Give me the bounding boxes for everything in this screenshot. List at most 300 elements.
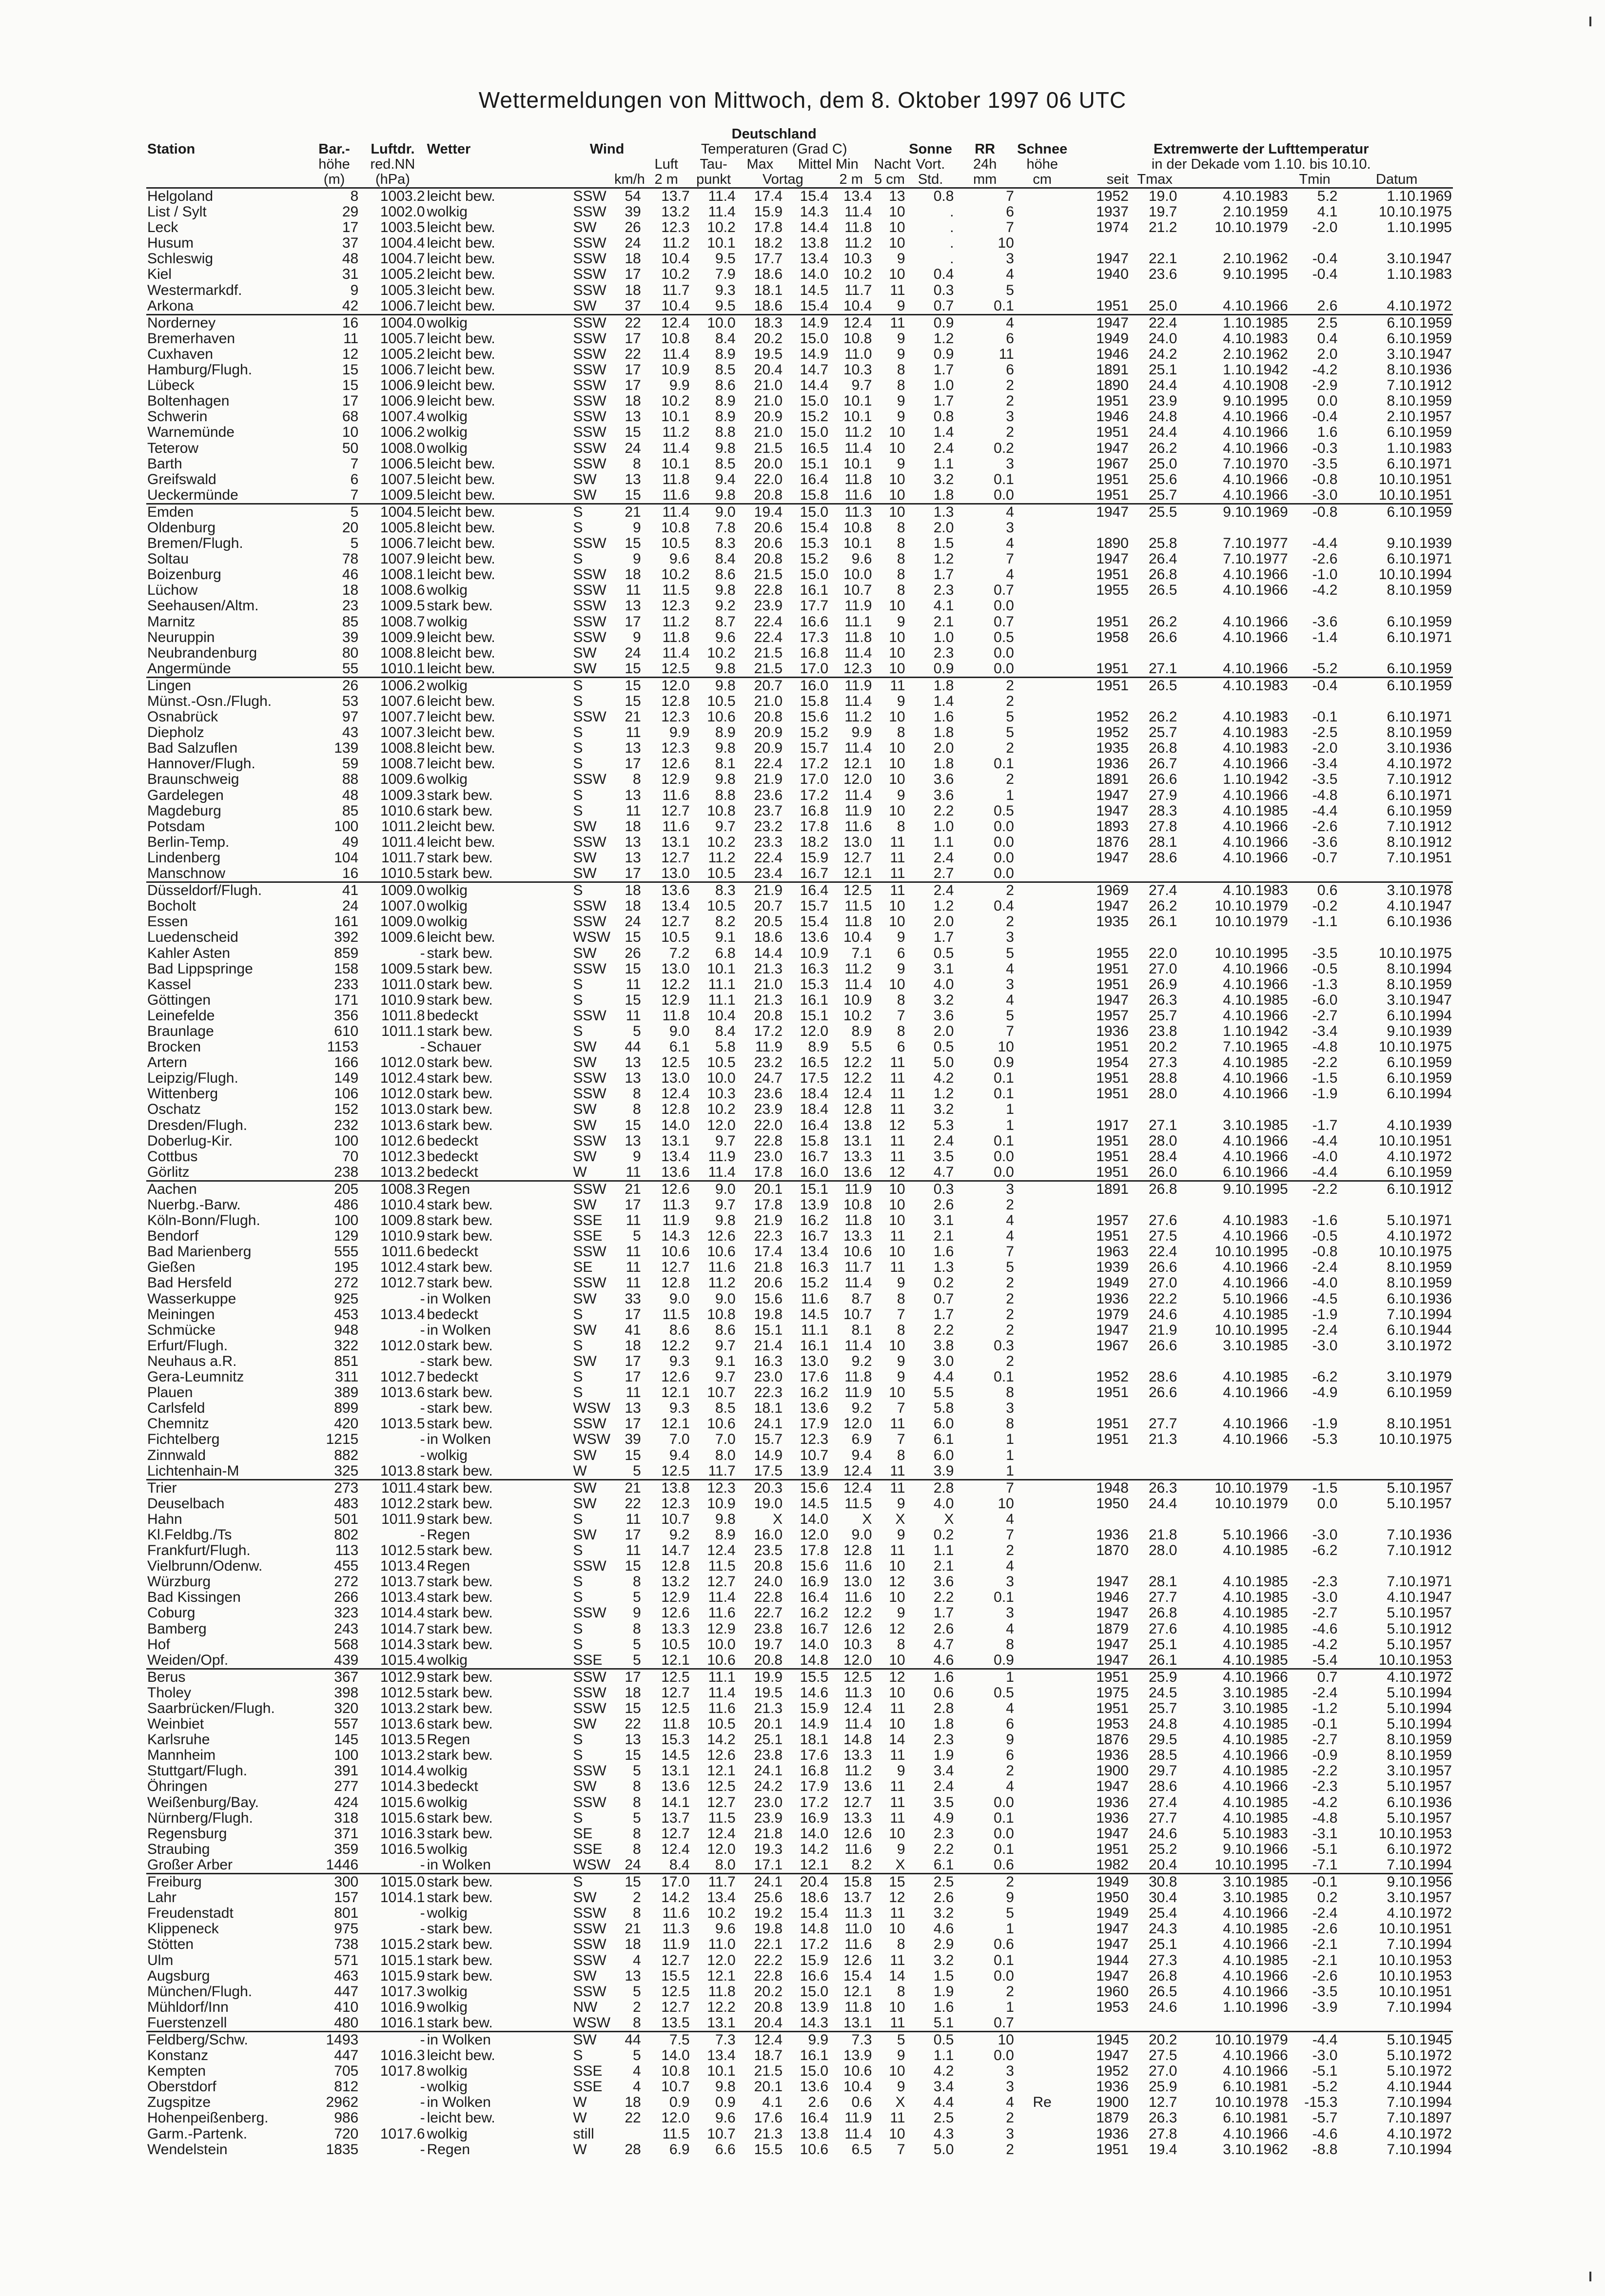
cell-tmax: 25.7	[1148, 724, 1177, 741]
cell-pressure: 1012.2	[380, 1495, 425, 1512]
cell-station: Nürnberg/Flugh.	[147, 1810, 253, 1826]
cell-tmax: 27.1	[1148, 660, 1177, 677]
cell-bar-height: 882	[334, 1447, 359, 1463]
cell-sunshine: 4.2	[933, 2063, 954, 2080]
cell-bar-height: 232	[334, 1117, 359, 1133]
header-datum: Datum	[1340, 172, 1453, 188]
cell-station: Emden	[146, 504, 309, 520]
cell-tmax: 27.7	[1148, 1810, 1177, 1826]
cell-wind-speed: 5	[633, 1652, 641, 1668]
cell-air-temp: 15.3	[661, 1732, 690, 1748]
cell-tmin: -8.8	[1312, 2141, 1338, 2158]
cell-wind-direction: S	[573, 1810, 583, 1826]
cell-dew-point: 10.2	[707, 219, 736, 236]
cell-pressure: 1013.2	[380, 1747, 425, 1764]
cell-tmin	[1289, 1354, 1341, 1369]
cell-wind-speed: 8	[633, 1905, 641, 1922]
cell-station: Coburg	[147, 1605, 196, 1621]
cell-tmin: -0.8	[1312, 1244, 1338, 1260]
cell-dew-point: 12.6	[707, 1228, 736, 1245]
cell-dew-point: 9.8	[691, 677, 737, 694]
cell-max-temp: 20.7	[737, 677, 783, 694]
cell-wind-speed: 15	[625, 929, 641, 946]
cell-tmin: 0.7	[1289, 1669, 1341, 1685]
cell-bar-height: 161	[334, 914, 359, 930]
cell-max-temp: 22.8	[754, 1132, 783, 1149]
table-row	[146, 1763, 1453, 1779]
cell-max-temp: 18.1	[754, 1400, 783, 1417]
cell-weather: bedeckt	[427, 1132, 478, 1149]
cell-dew-point: 8.0	[715, 1856, 736, 1873]
cell-since: 1951	[1096, 1431, 1129, 1448]
cell-air-temp: 14.2	[661, 1889, 690, 1906]
cell-tmax-date: 4.10.1985	[1223, 1794, 1288, 1810]
cell-mean-temp: 14.5	[800, 282, 829, 298]
cell-weather: stark bew.	[427, 1228, 493, 1245]
cell-tmin-date: 6.10.1971	[1387, 455, 1452, 472]
cell-air-temp: 14.0	[661, 2047, 690, 2064]
cell-night-5cm: 8	[897, 1322, 905, 1338]
cell-sunshine: 4.0	[933, 976, 954, 992]
table-row	[146, 1953, 1453, 1968]
cell-weather: wolkig	[427, 582, 468, 599]
cell-min-temp: 12.1	[843, 865, 872, 882]
cell-pressure: 1009.5	[380, 486, 425, 503]
cell-mean-temp: 17.9	[800, 1416, 829, 1432]
cell-sunshine: 3.5	[933, 1794, 954, 1810]
cell-tmin: -1.5	[1312, 1070, 1338, 1087]
cell-weather: wolkig	[427, 1652, 468, 1668]
cell-air-temp: 10.2	[661, 266, 690, 283]
cell-tmax-date: 4.10.1985	[1223, 1605, 1288, 1621]
cell-wind-direction: SSW	[573, 834, 607, 850]
cell-night-5cm: 8	[897, 1023, 905, 1039]
cell-station: Trier	[146, 1479, 309, 1496]
table-row	[146, 694, 1453, 709]
cell-air-temp: 12.8	[661, 1275, 690, 1291]
cell-max-temp: 15.7	[754, 1431, 783, 1448]
cell-tmax-date: 10.10.1979	[1214, 1495, 1288, 1512]
cell-air-temp: 11.4	[662, 346, 690, 362]
cell-night-5cm: 9	[897, 297, 905, 314]
cell-tmax-date: 4.10.1966	[1223, 2125, 1288, 2142]
cell-tmin: -4.5	[1312, 1290, 1338, 1307]
cell-bar-height: 139	[334, 740, 359, 757]
table-row	[146, 1701, 1453, 1716]
cell-sunshine: 4.6	[933, 1921, 954, 1937]
cell-tmax: 19.7	[1148, 204, 1177, 220]
cell-wind-direction: SSE	[573, 1212, 603, 1229]
table-row	[146, 378, 1453, 393]
cell-min-temp: 9.9	[851, 724, 872, 741]
cell-tmax-date	[1180, 1448, 1289, 1463]
cell-air-temp: 13.5	[661, 2014, 690, 2031]
cell-night-5cm: 12	[873, 1669, 906, 1685]
cell-snow	[1015, 520, 1070, 536]
cell-since: 1944	[1096, 1952, 1129, 1968]
cell-tmin-date: 9.10.1939	[1387, 535, 1452, 552]
cell-night-5cm: 10	[889, 1921, 905, 1937]
cell-air-temp: 12.1	[661, 1384, 690, 1401]
cell-sunshine: .	[950, 204, 954, 220]
cell-tmin: -1.3	[1312, 976, 1338, 992]
cell-tmax: 26.3	[1130, 1479, 1180, 1496]
cell-snow	[1015, 1653, 1070, 1669]
cell-wind-speed: 13	[625, 787, 641, 803]
cell-night-5cm: 10	[889, 709, 905, 725]
cell-precipitation: 4	[955, 314, 1015, 331]
cell-dew-point: 9.7	[715, 1132, 736, 1149]
cell-min-temp: 13.4	[843, 188, 872, 204]
cell-night-5cm: 10	[889, 802, 905, 819]
cell-night-5cm: 7	[897, 1007, 905, 1024]
cell-station: Bamberg	[147, 1620, 207, 1637]
cell-precipitation: 6	[1006, 330, 1014, 347]
header-dew-1: Tau-	[700, 156, 727, 172]
cell-night-5cm: 9	[897, 346, 905, 362]
cell-min-temp: 12.8	[843, 1101, 872, 1118]
cell-night-5cm: 8	[897, 1636, 905, 1653]
cell-tmax-date: 10.10.1979	[1180, 1479, 1289, 1496]
cell-snow	[1015, 1906, 1070, 1921]
cell-station: Artern	[147, 1054, 187, 1071]
cell-dew-point: 9.7	[715, 818, 736, 835]
cell-station: Aachen	[146, 1181, 309, 1197]
cell-snow	[1015, 630, 1070, 645]
cell-tmax: 25.4	[1148, 1905, 1177, 1922]
cell-wind-direction: SSW	[573, 1007, 607, 1024]
cell-station: Magdeburg	[147, 802, 221, 819]
cell-bar-height: 555	[334, 1244, 359, 1260]
cell-tmin: -2.6	[1312, 1921, 1338, 1937]
cell-station: Deuselbach	[147, 1495, 225, 1512]
cell-air-temp: 8.6	[669, 1322, 690, 1338]
cell-wind-direction: SSW	[573, 346, 607, 362]
cell-max-temp: 20.4	[754, 2014, 783, 2031]
cell-since: 1893	[1096, 818, 1129, 835]
cell-precipitation: 0.7	[994, 2014, 1014, 2031]
cell-tmin: -5.1	[1312, 2063, 1338, 2080]
cell-air-temp: 9.6	[669, 551, 690, 567]
cell-snow	[1015, 2110, 1070, 2126]
cell-weather: stark bew.	[426, 1874, 572, 1890]
cell-precipitation: 0.1	[994, 1086, 1014, 1102]
cell-sunshine: 2.1	[933, 1558, 954, 1575]
cell-snow	[1015, 1039, 1070, 1055]
cell-snow	[1015, 614, 1070, 630]
cell-wind-speed: 9	[633, 629, 641, 645]
cell-precipitation: 4	[1006, 266, 1014, 283]
cell-sunshine: 3.1	[933, 1212, 954, 1229]
cell-mean-temp: 15.4	[800, 188, 829, 204]
cell-tmin: -0.3	[1312, 440, 1338, 456]
cell-pressure: 1012.5	[380, 1542, 425, 1559]
cell-sunshine: 5.3	[933, 1117, 954, 1133]
cell-tmax: 22.4	[1130, 314, 1180, 331]
cell-since: 1952	[1096, 724, 1129, 741]
table-row	[146, 583, 1453, 598]
cell-precipitation: 3	[955, 1181, 1015, 1197]
cell-weather: wolkig	[426, 677, 572, 694]
cell-wind-speed: 33	[625, 1290, 641, 1307]
cell-night-5cm: 10	[889, 424, 905, 441]
cell-pressure: 1006.9	[380, 377, 425, 394]
cell-wind-speed: 24	[625, 644, 641, 661]
cell-precipitation: 0.0	[994, 660, 1014, 677]
cell-pressure: 1013.2	[380, 1164, 425, 1180]
cell-tmax-date: 4.10.1985	[1223, 992, 1288, 1008]
cell-mean-temp: 14.9	[783, 314, 829, 331]
cell-sunshine: 1.4	[933, 424, 954, 441]
cell-pressure: -	[420, 2110, 425, 2126]
cell-since: 1935	[1096, 740, 1129, 757]
cell-since: 1947	[1096, 1636, 1129, 1653]
cell-wind-speed: 11	[626, 1511, 641, 1527]
cell-wind-direction: SSW	[573, 188, 607, 204]
cell-station: Schwerin	[147, 409, 208, 425]
cell-pressure: 1002.0	[380, 204, 425, 220]
cell-dew-point: 8.6	[715, 377, 736, 394]
cell-min-temp: 11.1	[844, 613, 872, 630]
cell-pressure: 1006.7	[380, 362, 425, 378]
cell-wind-speed: 9	[633, 519, 641, 536]
cell-wind-speed: 13	[625, 409, 641, 425]
cell-since: 1947	[1096, 440, 1129, 456]
cell-tmin-date: 6.10.1971	[1387, 709, 1452, 725]
cell-air-temp: 7.5	[642, 2031, 691, 2048]
cell-wind-direction: SSE	[573, 1228, 603, 1245]
cell-sunshine: 0.7	[933, 1290, 954, 1307]
cell-since: 1951	[1096, 1086, 1129, 1102]
cell-weather: stark bew.	[427, 2014, 493, 2031]
cell-tmax: 24.3	[1148, 1921, 1177, 1937]
cell-since	[1070, 1558, 1130, 1574]
cell-sunshine: 3.6	[933, 787, 954, 803]
cell-sunshine: 2.4	[933, 1778, 954, 1795]
cell-tmax: 26.5	[1148, 1983, 1177, 2000]
cell-weather: stark bew.	[427, 1700, 493, 1716]
cell-since: 1947	[1096, 898, 1129, 915]
cell-air-temp: 12.3	[661, 709, 690, 725]
cell-wind-speed: 9	[633, 1605, 641, 1621]
cell-since: 1967	[1096, 1337, 1129, 1354]
table-row	[146, 1133, 1453, 1149]
cell-wind-speed: 21	[613, 504, 642, 520]
cell-pressure: 1012.5	[380, 1684, 425, 1701]
cell-tmin: -4.9	[1312, 1384, 1338, 1401]
cell-precipitation: 2	[1006, 1275, 1014, 1291]
cell-precipitation: 0.0	[994, 818, 1014, 835]
table-row	[146, 1543, 1453, 1558]
cell-snow	[1015, 740, 1070, 756]
cell-tmin: -2.4	[1312, 1259, 1338, 1276]
cell-air-temp: 13.4	[661, 898, 690, 915]
cell-min-temp: 13.3	[843, 1810, 872, 1826]
cell-wind-direction: SW	[573, 945, 597, 961]
cell-snow	[1015, 819, 1070, 835]
cell-snow	[1015, 1432, 1070, 1447]
table-row	[146, 1968, 1453, 1984]
cell-min-temp: 11.4	[844, 2125, 872, 2142]
cell-tmax: 26.6	[1148, 1337, 1177, 1354]
table-row	[146, 456, 1453, 472]
cell-air-temp: 10.8	[661, 519, 690, 536]
cell-bar-height: 899	[334, 1400, 359, 1417]
cell-wind-direction: SSW	[572, 314, 613, 331]
cell-tmax: 28.4	[1148, 1148, 1177, 1165]
cell-pressure: 1004.7	[380, 251, 425, 267]
cell-station: Freudenstadt	[147, 1905, 234, 1922]
cell-tmin: 0.2	[1317, 1889, 1338, 1906]
table-row	[146, 2095, 1453, 2110]
cell-tmax: 24.0	[1148, 330, 1177, 347]
cell-tmax: 24.8	[1148, 1716, 1177, 1732]
cell-air-temp: 12.5	[661, 1054, 690, 1071]
cell-night-5cm: 8	[897, 1983, 905, 2000]
cell-weather: stark bew.	[426, 1479, 572, 1496]
cell-pressure: 1015.6	[380, 1810, 425, 1826]
cell-pressure: 1016.3	[380, 1825, 425, 1842]
cell-min-temp: 11.4	[844, 440, 872, 456]
cell-since: 1951	[1096, 486, 1129, 503]
cell-tmax: 25.1	[1148, 1636, 1177, 1653]
cell-precipitation: 2	[1006, 693, 1014, 709]
cell-tmax-date: 10.10.1979	[1214, 914, 1288, 930]
cell-tmin: -3.1	[1312, 1825, 1338, 1842]
cell-precipitation: 2	[1006, 771, 1014, 788]
cell-bar-height: 486	[334, 1197, 359, 1213]
cell-dew-point: 8.9	[715, 1526, 736, 1543]
cell-max-temp: 23.6	[754, 1086, 783, 1102]
cell-tmin-date: 5.10.1957	[1387, 1636, 1452, 1653]
cell-bar-height: 1835	[326, 2141, 359, 2158]
cell-tmin-date: 8.10.1912	[1387, 834, 1452, 850]
cell-tmax-date	[1180, 283, 1289, 298]
table-body	[146, 188, 1453, 2158]
cell-tmin-date: 6.10.1959	[1340, 504, 1453, 520]
cell-min-temp: 11.4	[844, 976, 872, 992]
cell-weather: in Wolken	[427, 1290, 491, 1307]
cell-since: 1982	[1096, 1856, 1129, 1873]
cell-mean-temp: 15.0	[783, 504, 829, 520]
cell-wind-speed: 17	[625, 377, 641, 394]
cell-weather: stark bew.	[427, 1353, 493, 1369]
cell-snow	[1015, 2015, 1070, 2032]
cell-wind-speed: 15	[625, 1747, 641, 1764]
cell-station: Hohenpeißenberg.	[147, 2110, 269, 2126]
cell-mean-temp: 14.0	[800, 266, 829, 283]
cell-pressure: 1006.9	[380, 393, 425, 409]
cell-tmax-date: 4.10.1908	[1223, 377, 1288, 394]
cell-precipitation: 3	[1006, 519, 1014, 536]
cell-precipitation: 1	[1006, 1101, 1014, 1118]
cell-max-temp: 21.3	[754, 960, 783, 977]
cell-sunshine: 2.4	[933, 1132, 954, 1149]
cell-mean-temp: 13.6	[800, 929, 829, 946]
cell-station: Wendelstein	[147, 2141, 228, 2158]
cell-night-5cm: 9	[897, 929, 905, 946]
cell-bar-height: 50	[342, 440, 359, 456]
header-nacht: Nacht	[874, 156, 911, 172]
cell-wind-direction: SW	[573, 1148, 597, 1165]
cell-sunshine: 1.7	[933, 393, 954, 409]
table-row	[146, 1385, 1453, 1401]
cell-max-temp: 12.4	[737, 2031, 783, 2048]
cell-mean-temp: 15.1	[800, 455, 829, 472]
cell-tmax: 26.5	[1148, 582, 1177, 599]
cell-max-temp: 20.5	[754, 914, 783, 930]
cell-air-temp: 13.6	[661, 1778, 690, 1795]
cell-sunshine: 0.5	[933, 945, 954, 961]
cell-since	[1070, 2015, 1130, 2032]
cell-since: 1949	[1096, 1275, 1129, 1291]
cell-snow	[1015, 1165, 1070, 1181]
cell-weather: leicht bew.	[427, 834, 495, 850]
cell-snow	[1015, 1369, 1070, 1385]
cell-min-temp: 12.4	[843, 1086, 872, 1102]
cell-pressure: -	[420, 1447, 425, 1463]
cell-tmax-date: 4.10.1985	[1223, 1921, 1288, 1937]
cell-sunshine: 5.0	[933, 2141, 954, 2158]
cell-since: 1936	[1096, 1794, 1129, 1810]
table-row	[146, 1086, 1453, 1102]
cell-tmin-date: 4.10.1944	[1387, 2079, 1452, 2095]
cell-night-5cm: 11	[890, 1542, 905, 1559]
cell-pressure: -	[420, 2079, 425, 2095]
cell-pressure: 1013.7	[380, 1574, 425, 1590]
cell-night-5cm: 11	[890, 1228, 905, 1245]
cell-tmax: 19.4	[1148, 2141, 1177, 2158]
cell-night-5cm: 12	[889, 1164, 905, 1180]
cell-sunshine: 5.5	[933, 1384, 954, 1401]
cell-precipitation: 1	[1006, 1462, 1014, 1479]
cell-precipitation: 9	[1006, 1732, 1014, 1748]
cell-tmax-date: 5.10.1966	[1223, 1290, 1288, 1307]
cell-wind-direction: W	[573, 2110, 587, 2126]
cell-snow	[1015, 362, 1070, 378]
cell-snow	[1015, 1732, 1070, 1748]
cell-max-temp: 20.8	[754, 1999, 783, 2015]
cell-tmin: -0.4	[1312, 251, 1338, 267]
table-row	[146, 914, 1453, 930]
cell-dew-point: 11.1	[708, 976, 736, 992]
cell-night-5cm: 8	[897, 377, 905, 394]
cell-tmin-date: 7.10.1971	[1387, 1574, 1452, 1590]
cell-night-5cm: 8	[897, 818, 905, 835]
cell-air-temp: 13.0	[661, 960, 690, 977]
cell-wind-direction: SSW	[573, 1244, 607, 1260]
cell-dew-point: 8.6	[715, 566, 736, 583]
cell-station: Leipzig/Flugh.	[147, 1070, 238, 1087]
cell-min-temp: 11.0	[844, 1921, 872, 1937]
cell-sunshine: 3.0	[933, 1353, 954, 1369]
cell-tmax: 26.9	[1148, 976, 1177, 992]
cell-snow	[1015, 251, 1070, 267]
cell-bar-height: 424	[334, 1794, 359, 1810]
cell-tmax-date: 4.10.1966	[1223, 1070, 1288, 1087]
cell-sunshine: 0.5	[906, 2031, 955, 2048]
cell-bar-height: 26	[309, 677, 359, 694]
table-row	[146, 1055, 1453, 1070]
cell-night-5cm: 9	[897, 1763, 905, 1779]
cell-wind-speed: 13	[625, 598, 641, 614]
cell-dew-point: 11.9	[708, 1148, 736, 1165]
cell-wind-speed: 15	[625, 424, 641, 441]
cell-weather: leicht bew.	[427, 297, 495, 314]
cell-air-temp: 12.1	[661, 1416, 690, 1432]
cell-tmax-date: 4.10.1966	[1223, 1983, 1288, 2000]
cell-air-temp: 11.6	[662, 486, 690, 503]
